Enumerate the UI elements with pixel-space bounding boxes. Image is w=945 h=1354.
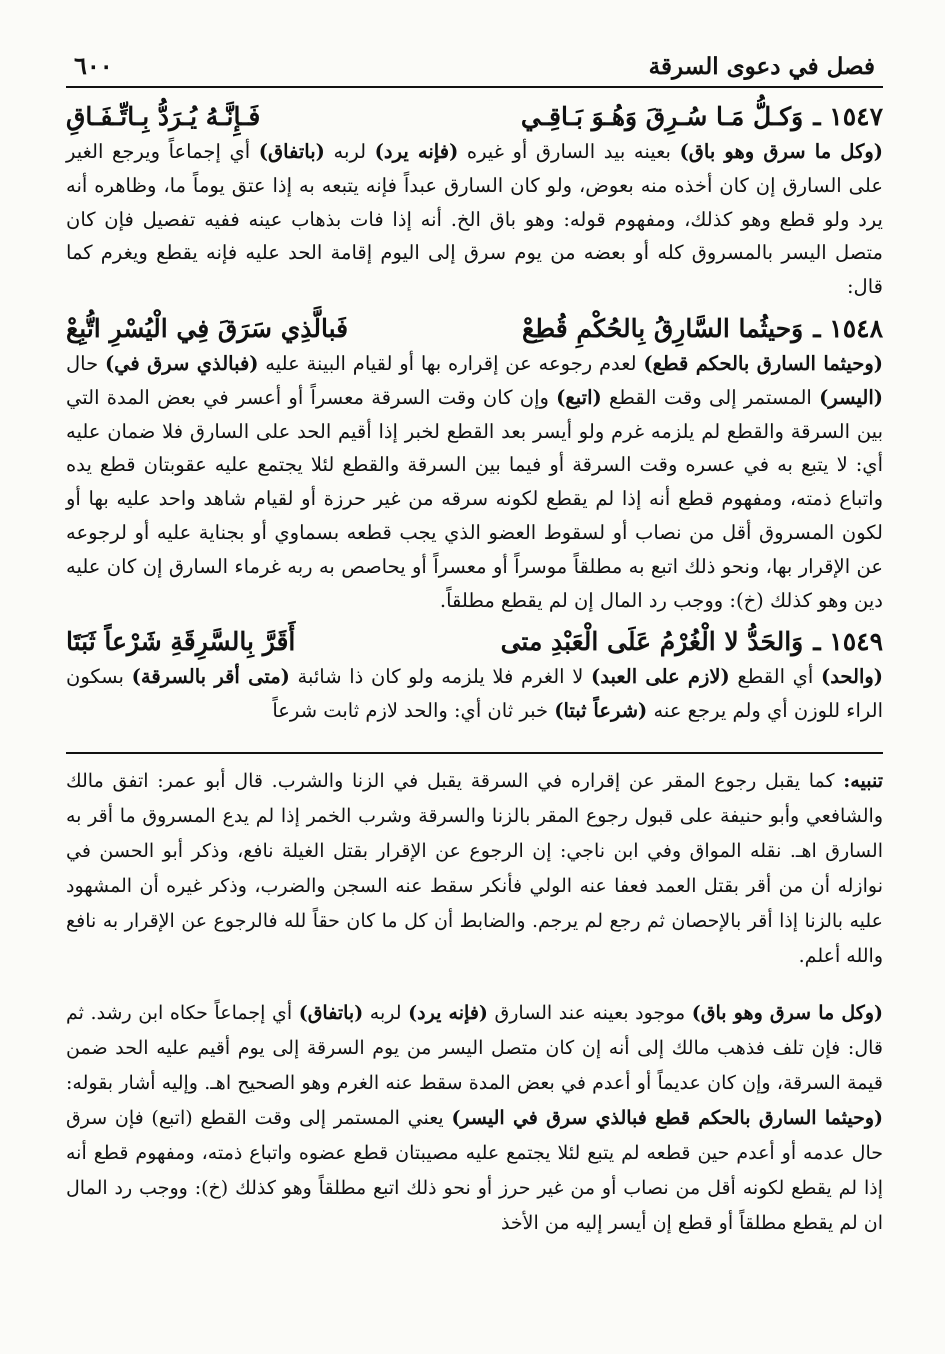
commentary-text: أي القطع	[729, 665, 821, 689]
verse-number: ١٥٤٩ ـ	[813, 627, 883, 657]
quoted-phrase: (متى أقر بالسرقة)	[131, 665, 290, 689]
verse-number: ١٥٤٧ ـ	[813, 102, 883, 131]
verse-1549	[66, 627, 883, 656]
main-text	[66, 102, 883, 728]
commentary-text: لعدم رجوعه عن إقراره بها أو لقيام البينة عليه	[258, 351, 644, 375]
verse-second-half: فَـإِنَّـهُ يُـرَدُّ بِـاتِّـفَـاقِ	[66, 102, 261, 131]
quoted-phrase: (وكل ما سرق وهو باق)	[679, 140, 883, 163]
verse-second-half: أَقَرَّ بِالسَّرِقَةِ شَرْعاً ثَبَتَا	[66, 627, 296, 657]
verse-1548	[66, 314, 883, 343]
commentary-text: حال	[66, 351, 105, 375]
quoted-phrase: (وحيثما السارق بالحكم قطع)	[643, 351, 883, 375]
page-number: ٦٠٠	[74, 51, 113, 80]
verse-first-half: وَكـلُّ مَـا سُـرِقَ وَهُـوَ بَـاقِـي	[520, 102, 804, 131]
verse-1547	[66, 102, 883, 131]
commentary-text: لا الغرم فلا يلزمه ولو كان ذا شائبة	[289, 665, 591, 689]
quoted-phrase: (اليسر)	[819, 385, 883, 409]
commentary-1547	[66, 135, 883, 304]
note-text: لربه	[363, 1001, 409, 1024]
quoted-phrase: (والحد)	[820, 665, 884, 689]
note-text: موجود بعينه عند السارق	[487, 1001, 692, 1024]
commentary-text: خبر ثان أي: والحد لازم ثابت شرعاً	[272, 699, 555, 723]
verse-number: ١٥٤٨ ـ	[813, 313, 883, 343]
note-text: أي إجماعاً حكاه ابن رشد. ثم قال: فإن تلف فذهب مالك إلى أنه إن كان متصل اليسر من يوم السرقة إلى يوم أقيم عليه الحد ضمن قيمة السرقة، وإن كان عديماً أو أعدم في بعض المدة سقط عنه الغرم وهو الصحيح اهـ. وإليه أشار بقوله:	[66, 1001, 883, 1094]
quoted-phrase: (وكل ما سرق وهو باق)	[691, 1001, 883, 1024]
verse-second-half: فَبالَّذِي سَرَقَ فِي الْيُسْرِ اتُّبِعْ	[66, 313, 349, 343]
commentary-text: المستمر إلى وقت القطع	[601, 385, 820, 409]
commentary-text: وإن كان وقت السرقة معسراً أو أعسر في بعض المدة التي بين السرقة والقطع لم يلزمه غرم ولو أيسر بعد القطع لخبر إذا أقيم الحد على السارق فلا ضمان عليه أي: لا يتبع به في عسره وقت السرقة أو فيما بين السرقة والقطع لئلا يجتمع عليه عقوبتان قطع يده واتباع ذمته، ومفهوم قطع أنه إذا لم يقطع لكونه سرقه من غير حرزة أو لقيام شاهد واحد عليه بها أو لكون المسروق أقل من نصاب أو لسقوط العضو الذي يجب قطعه بسماوي أو بجناية عليه أو لرجوعه عن الإقرار بها، ونحو ذلك اتبع به مطلقاً موسراً أو معسراً أو يحاصص به ربه غرماء السارق إن كان عليه دين وهو كذلك (خ): ووجب رد المال إن لم يقطع مطلقاً.	[66, 385, 883, 612]
quoted-phrase: (باتفاق)	[258, 140, 325, 163]
footnotes	[66, 764, 883, 1241]
quoted-phrase: (وحيثما السارق بالحكم قطع فبالذي سرق في اليسر)	[451, 1106, 883, 1129]
footnote-alternate-commentary	[66, 996, 883, 1241]
note-text: كما يقبل رجوع المقر عن إقراره في السرقة يقبل في الزنا والشرب. قال أبو عمر: اتفق مالك والشافعي وأبو حنيفة على قبول رجوع المقر بالزنا والسرقة وشرب الخمر إذا لم يدع المسروق ما أقر به السارق اهـ. نقله المواق وفي ابن ناجي: إن الرجوع عن الإقرار بقتل الغيلة نافع، وذكر أبو الحسن في نوازله أن من أقر بقتل العمد فعفا عنه الولي فأنكر سقط عنه السجن والضرب، وذكر غيره أن المشهود عليه بالزنا إذا أقر بالإحصان ثم رجع لم يرجم. والضابط أن كل ما كان حقاً لله فالرجوع عن الإقرار به نافع والله أعلم.	[66, 769, 883, 967]
verse-first-half: وَالحَدُّ لا الْغُرْمُ عَلَى الْعَبْدِ متى	[500, 627, 804, 657]
commentary-1549	[66, 660, 883, 728]
quoted-phrase: (فبالذي سرق في)	[104, 351, 259, 375]
chapter-title: فصل في دعوى السرقة	[648, 53, 875, 80]
commentary-1548	[66, 347, 883, 617]
verse-first-half: وَحيثُما السَّارِقُ بِالحُكْمِ قُطِعْ	[521, 313, 804, 343]
running-header	[66, 38, 883, 88]
quoted-phrase: (شرعاً ثبتا)	[554, 699, 648, 723]
note-text: يعني المستمر إلى وقت القطع (اتبع) فإن سرق حال عدمه أو أعدم حين قطعه لم يتبع لئلا يجتمع عليه مصيبتان قطع عضوه واتباع ذمته، ومفهوم قطع أنه إذا لم يقطع لكونه أقل من نصاب أو من غير حرز أو نحو ذلك اتبع مطلقاً وهو كذلك (خ): ووجب رد المال ان لم يقطع مطلقاً أو قطع إن أيسر إليه من الأخذ	[66, 1106, 883, 1234]
quoted-phrase: (لازم على العبد)	[591, 665, 730, 689]
commentary-text: بسكون الراء للوزن أي ولم يرجع عنه	[66, 665, 883, 723]
footnote-divider	[66, 752, 883, 754]
footnote-tanbih	[66, 764, 883, 974]
quoted-phrase: (فإنه يرد)	[374, 140, 459, 163]
commentary-text: لربه	[324, 140, 375, 163]
quoted-phrase: (اتبع)	[556, 385, 602, 409]
commentary-text: أي إجماعاً ويرجع الغير على السارق إن كان أخذه منه بعوض، ولو كان السارق عبداً فإنه يتبعه به إذا عتق يوماً ما، وظاهره أنه يرد ولو قطع وهو كذلك، ومفهوم قوله: وهو باق الخ. أنه إذا فات بذهاب عينه ففيه تفصيل فإن كان متصل اليسر بالمسروق كله أو بعضه من يوم سرق إلى اليوم إقامة الحد عليه فإنه يقطع ويغرم كما قال:	[66, 140, 883, 299]
quoted-phrase: (فإنه يرد)	[408, 1001, 488, 1024]
note-heading: تنبيه:	[843, 769, 883, 792]
commentary-text: بعينه بيد السارق أو غيره	[458, 140, 680, 163]
quoted-phrase: (باتفاق)	[298, 1001, 364, 1024]
